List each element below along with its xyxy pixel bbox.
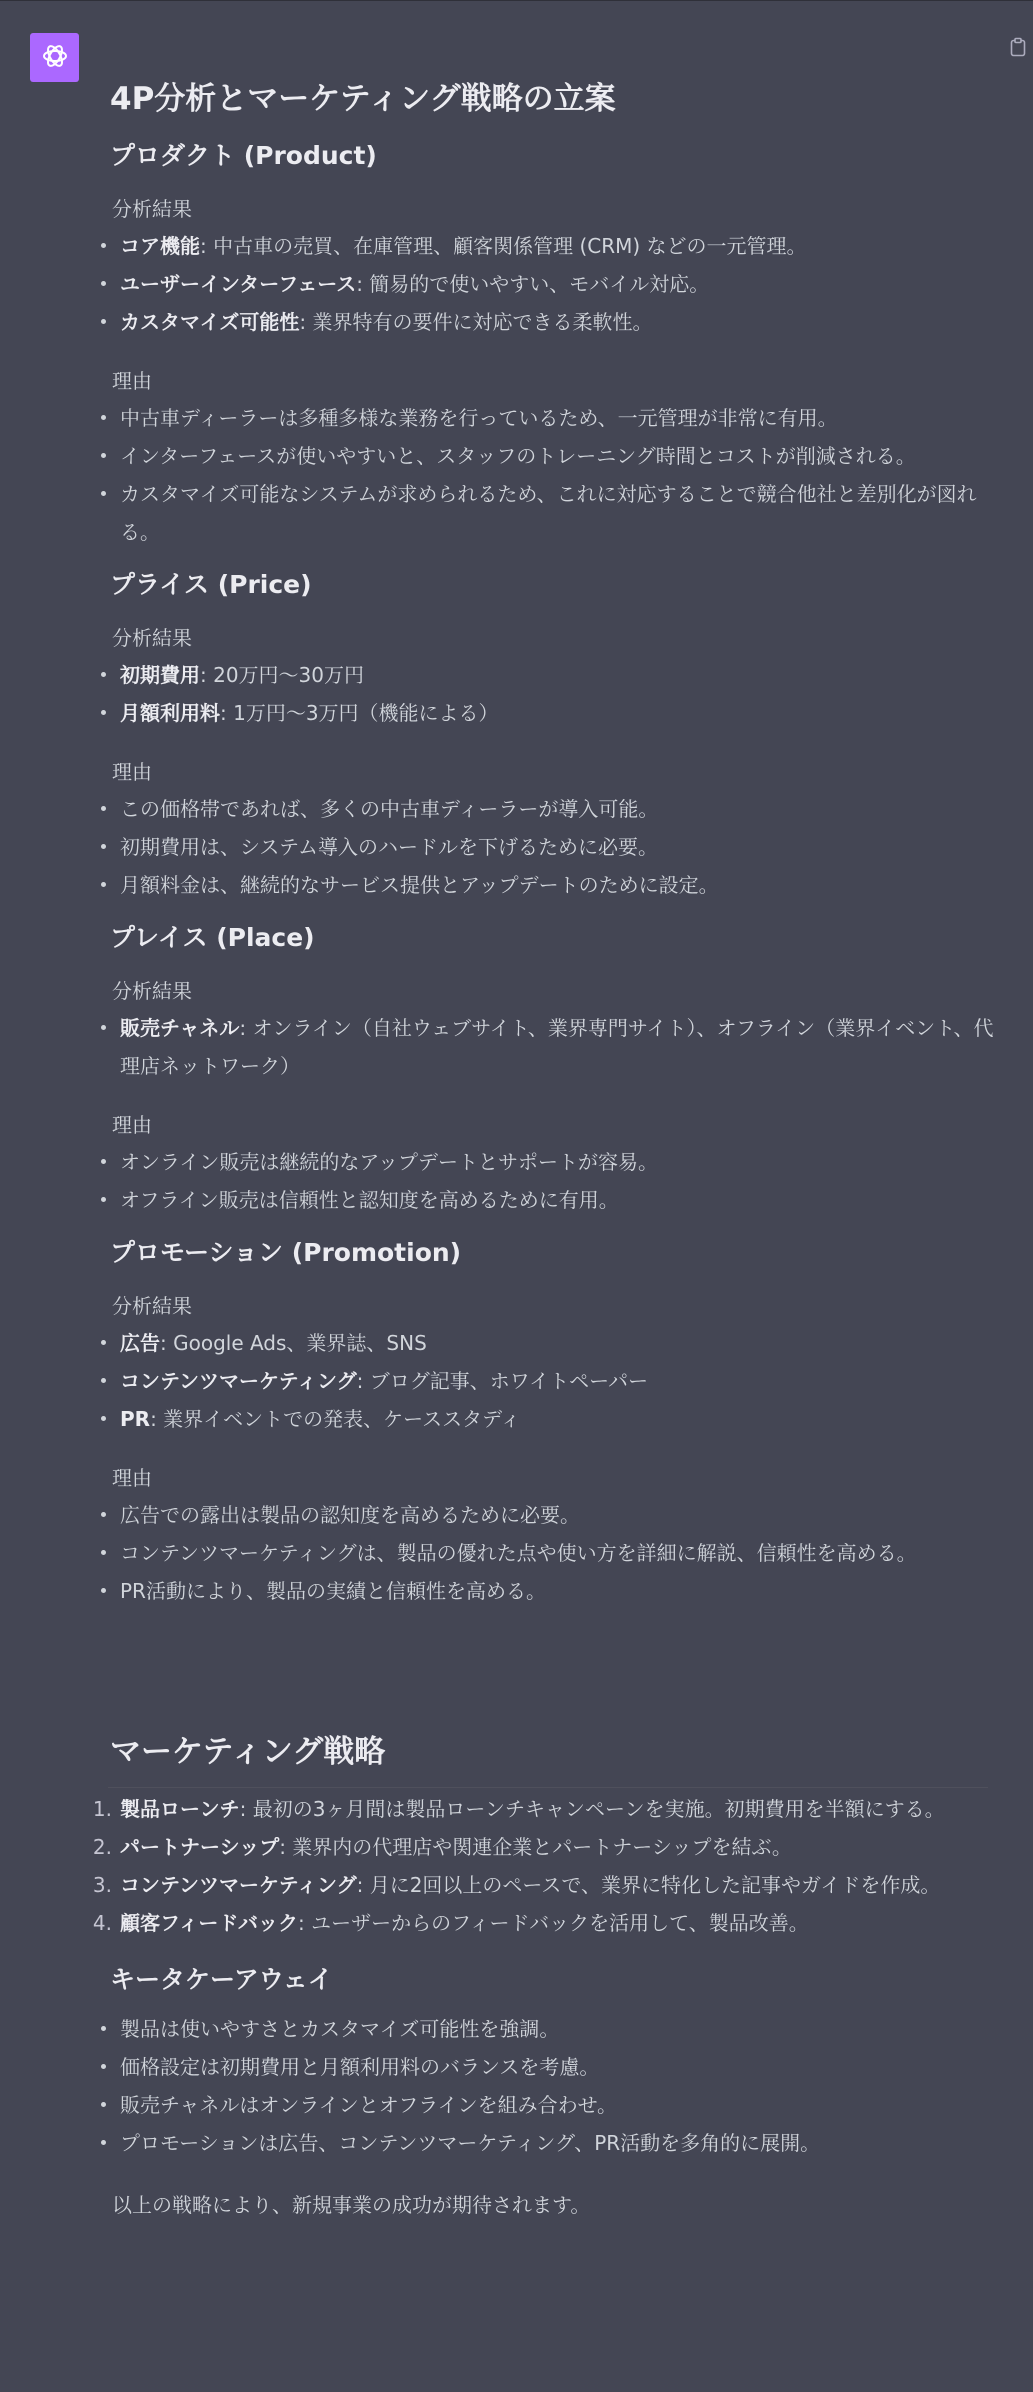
place-reason-list	[110, 1143, 1010, 1219]
openai-logo-icon	[40, 41, 70, 75]
section-divider	[108, 1787, 988, 1788]
page-title: 4P分析とマーケティング戦略の立案	[110, 81, 616, 117]
assistant-avatar	[30, 33, 79, 82]
list-item: 価格設定は初期費用と月額利用料のバランスを考慮。	[110, 2048, 1010, 2086]
section-heading-place: プレイス (Place)	[110, 923, 315, 952]
list-item: 2. パートナーシップ: 業界内の代理店や関連企業とパートナーシップを結ぶ。	[92, 1835, 792, 1859]
list-item: コンテンツマーケティングは、製品の優れた点や使い方を詳細に解説、信頼性を高める。	[110, 1534, 1010, 1572]
list-item: ユーザーインターフェース: 簡易的で使いやすい、モバイル対応。	[110, 265, 1010, 303]
list-item: 販売チャネルはオンラインとオフラインを組み合わせ。	[110, 2086, 1010, 2124]
promotion-reason-label: 理由	[112, 1466, 152, 1490]
price-reason-list	[110, 790, 1010, 904]
promotion-analysis-label: 分析結果	[112, 1294, 192, 1318]
list-item: コア機能: 中古車の売買、在庫管理、顧客関係管理 (CRM) などの一元管理。	[110, 227, 1010, 265]
promotion-reason-list	[110, 1496, 1010, 1610]
price-analysis-list	[110, 656, 1010, 732]
strategy-list	[92, 1790, 1010, 1942]
price-reason-label: 理由	[112, 760, 152, 784]
takeaway-list	[110, 2010, 1010, 2162]
clipboard-icon	[1010, 37, 1026, 61]
copy-button[interactable]	[1008, 38, 1028, 60]
section-heading-product: プロダクト (Product)	[110, 141, 377, 170]
list-item: 3. コンテンツマーケティング: 月に2回以上のペースで、業界に特化した記事やガイドを作成。	[92, 1873, 941, 1897]
section-heading-takeaway: キータケーアウェイ	[110, 1965, 333, 1994]
section-heading-price: プライス (Price)	[110, 570, 312, 599]
product-reason-list	[110, 399, 1010, 551]
top-divider	[0, 0, 1033, 1]
product-reason-label: 理由	[112, 369, 152, 393]
list-item: 広告での露出は製品の認知度を高めるために必要。	[110, 1496, 1010, 1534]
list-item: 販売チャネル: オンライン（自社ウェブサイト、業界専門サイト）、オフライン（業界イベント、代理店ネットワーク）	[110, 1009, 1010, 1085]
product-analysis-list	[110, 227, 1010, 341]
list-item: 初期費用は、システム導入のハードルを下げるために必要。	[110, 828, 1010, 866]
list-item: 広告: Google Ads、業界誌、SNS	[110, 1324, 1010, 1362]
strategy-title: マーケティング戦略	[110, 1734, 386, 1770]
list-item: PR活動により、製品の実績と信頼性を高める。	[110, 1572, 1010, 1610]
list-item: コンテンツマーケティング: ブログ記事、ホワイトペーパー	[110, 1362, 1010, 1400]
list-item: 月額料金は、継続的なサービス提供とアップデートのために設定。	[110, 866, 1010, 904]
list-item: この価格帯であれば、多くの中古車ディーラーが導入可能。	[110, 790, 1010, 828]
product-analysis-label: 分析結果	[112, 197, 192, 221]
list-item: インターフェースが使いやすいと、スタッフのトレーニング時間とコストが削減される。	[110, 437, 1010, 475]
price-analysis-label: 分析結果	[112, 626, 192, 650]
list-item: オンライン販売は継続的なアップデートとサポートが容易。	[110, 1143, 1010, 1181]
list-item: 中古車ディーラーは多種多様な業務を行っているため、一元管理が非常に有用。	[110, 399, 1010, 437]
list-item: 1. 製品ローンチ: 最初の3ヶ月間は製品ローンチキャンペーンを実施。初期費用を半額にする。	[92, 1797, 945, 1821]
list-item: カスタマイズ可能なシステムが求められるため、これに対応することで競合他社と差別化が図れる。	[110, 475, 1010, 551]
closing-text: 以上の戦略により、新規事業の成功が期待されます。	[112, 2193, 591, 2217]
list-item: PR: 業界イベントでの発表、ケーススタディ	[110, 1400, 1010, 1438]
promotion-analysis-list	[110, 1324, 1010, 1438]
place-analysis-list	[110, 1009, 1010, 1085]
list-item: 製品は使いやすさとカスタマイズ可能性を強調。	[110, 2010, 1010, 2048]
section-heading-promotion: プロモーション (Promotion)	[110, 1238, 462, 1267]
place-reason-label: 理由	[112, 1113, 152, 1137]
list-item: カスタマイズ可能性: 業界特有の要件に対応できる柔軟性。	[110, 303, 1010, 341]
place-analysis-label: 分析結果	[112, 979, 192, 1003]
list-item: オフライン販売は信頼性と認知度を高めるために有用。	[110, 1181, 1010, 1219]
list-item: プロモーションは広告、コンテンツマーケティング、PR活動を多角的に展開。	[110, 2124, 1010, 2162]
message-content	[92, 74, 1010, 2224]
list-item: 月額利用料: 1万円〜3万円（機能による）	[110, 694, 1010, 732]
list-item: 4. 顧客フィードバック: ユーザーからのフィードバックを活用して、製品改善。	[92, 1911, 809, 1935]
list-item: 初期費用: 20万円〜30万円	[110, 656, 1010, 694]
